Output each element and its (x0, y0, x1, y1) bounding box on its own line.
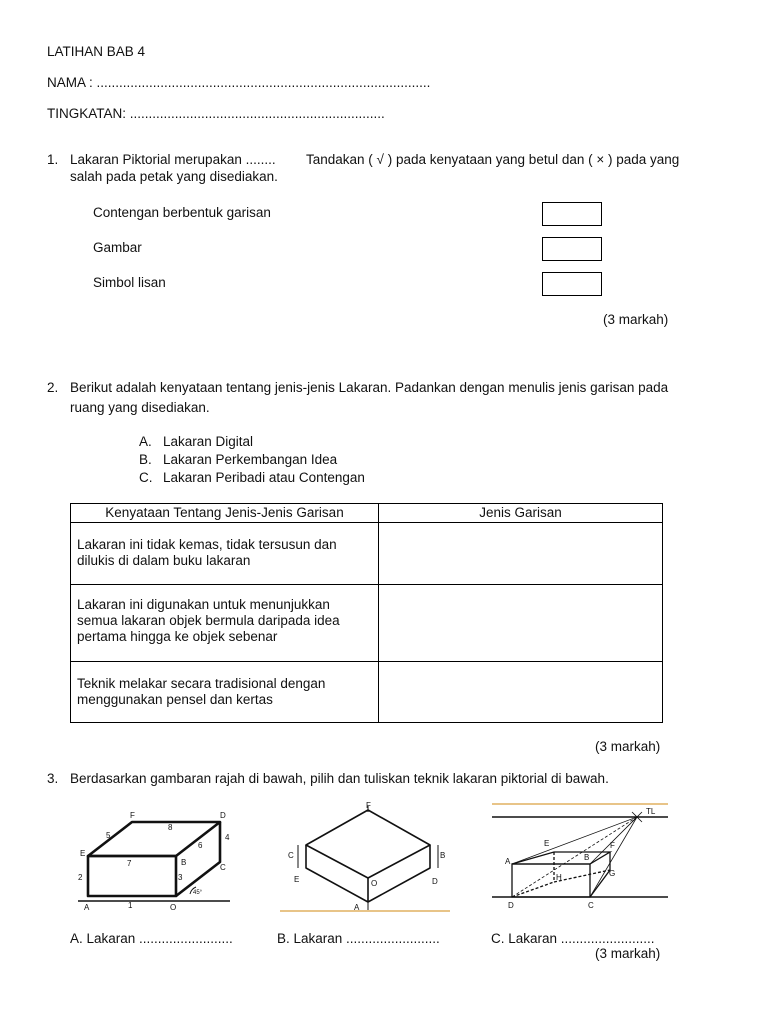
statement-line: Lakaran ini tidak kemas, tidak tersusun dan (77, 537, 337, 552)
table-row (71, 585, 663, 662)
q3-answer-b[interactable]: B. Lakaran ......................... (277, 931, 440, 946)
fig-c-label: H (556, 873, 562, 882)
q3-answer-c[interactable]: C. Lakaran ......................... (491, 931, 655, 946)
fig-a-label: 6 (198, 841, 203, 850)
fig-b-label: E (294, 875, 300, 884)
statement-line: semua lakaran objek bermula daripada idea (77, 613, 340, 628)
fig-a-label: 5 (106, 831, 111, 840)
q1-marks: (3 markah) (603, 312, 669, 327)
table-header-row (71, 504, 663, 523)
fig-c-label: C (588, 901, 594, 910)
fig-a-label: 8 (168, 823, 173, 832)
fig-b-label: B (440, 851, 446, 860)
nama-field[interactable]: NAMA : ......................................................................................... (47, 75, 431, 90)
fig-a-label: 1 (128, 901, 133, 910)
q1-item-label: Simbol lisan (93, 275, 166, 290)
fig-c-label: TL (646, 807, 656, 816)
answer-cell[interactable] (379, 662, 663, 723)
q3-prompt: Berdasarkan gambaran rajah di bawah, pilih dan tuliskan teknik lakaran piktorial di bawah. (70, 771, 609, 786)
table-row (71, 662, 663, 723)
q1-answer-box[interactable] (542, 272, 602, 296)
statement-line: Lakaran ini digunakan untuk menunjukkan (77, 597, 330, 612)
statement-line: menggunakan pensel dan kertas (77, 692, 273, 707)
fig-c-label: B (584, 853, 590, 862)
q2-option-text: Lakaran Digital (163, 434, 254, 449)
table-header-answer: Jenis Garisan (379, 504, 663, 523)
q1-prompt: Lakaran Piktorial merupakan ........ (70, 152, 276, 167)
q2-option-letter: C. (139, 470, 153, 485)
fig-a-label: 3 (178, 873, 183, 882)
fig-a-label: 45° (193, 890, 203, 896)
figure-b-isometric-sketch (280, 800, 450, 915)
fig-b-label: A (354, 903, 360, 912)
q1-item-label: Gambar (93, 240, 142, 255)
statement-line: pertama hingga ke objek sebenar (77, 629, 278, 644)
answer-cell[interactable] (379, 585, 663, 662)
fig-a-label: B (181, 858, 187, 867)
statement-line: dilukis di dalam buku lakaran (77, 553, 251, 568)
q1-instruction: Tandakan ( √ ) pada kenyataan yang betul dan ( × ) pada yang (306, 152, 680, 167)
fig-a-label: D (220, 811, 226, 820)
statement-line: Teknik melakar secara tradisional dengan (77, 676, 326, 691)
answer-cell[interactable] (379, 523, 663, 585)
worksheet-title: LATIHAN BAB 4 (47, 44, 146, 59)
q1-instruction-cont: salah pada petak yang disediakan. (70, 169, 278, 184)
fig-a-label: 7 (127, 859, 132, 868)
fig-a-label: F (130, 811, 135, 820)
fig-a-label: E (80, 849, 86, 858)
fig-b-label: O (371, 879, 378, 888)
fig-b-label: F (366, 801, 371, 810)
q1-answer-box[interactable] (542, 237, 602, 261)
fig-a-label: 4 (225, 833, 230, 842)
fig-a-label: O (170, 903, 177, 912)
fig-c-label: D (508, 901, 514, 910)
q2-option-text: Lakaran Peribadi atau Contengan (163, 470, 365, 485)
fig-c-label: G (609, 869, 616, 878)
q2-option-letter: A. (139, 434, 152, 449)
q2-marks: (3 markah) (595, 739, 661, 754)
fig-a-label: 2 (78, 873, 83, 882)
q1-item-label: Contengan berbentuk garisan (93, 205, 271, 220)
fig-a-label: A (84, 903, 90, 912)
fig-b-label: D (432, 877, 438, 886)
q3-number: 3. (47, 771, 59, 786)
fig-a-label: C (220, 863, 226, 872)
fig-c-label: A (505, 857, 511, 866)
q2-prompt-cont: ruang yang disediakan. (70, 400, 210, 415)
q2-prompt: Berikut adalah kenyataan tentang jenis-jenis Lakaran. Padankan dengan menulis jenis garisan pada (70, 380, 669, 395)
fig-c-label: E (544, 839, 550, 848)
q1-answer-box[interactable] (542, 202, 602, 226)
table-row (71, 523, 663, 585)
table-header-statement: Kenyataan Tentang Jenis-Jenis Garisan (71, 504, 379, 523)
q2-number: 2. (47, 380, 59, 395)
fig-c-label: F (610, 841, 615, 850)
q3-answer-a[interactable]: A. Lakaran ......................... (70, 931, 233, 946)
statement-cell (71, 662, 379, 723)
statement-cell (71, 585, 379, 662)
figure-a-oblique-sketch (70, 808, 240, 913)
q2-option-text: Lakaran Perkembangan Idea (163, 452, 338, 467)
q1-number: 1. (47, 152, 59, 167)
q2-option-letter: B. (139, 452, 152, 467)
q2-matching-table (70, 503, 663, 723)
q3-marks: (3 markah) (595, 946, 661, 961)
figure-c-perspective-sketch (492, 802, 668, 914)
tingkatan-field[interactable]: TINGKATAN: .................................................................... (47, 106, 385, 121)
fig-b-label: C (288, 851, 294, 860)
statement-cell (71, 523, 379, 585)
